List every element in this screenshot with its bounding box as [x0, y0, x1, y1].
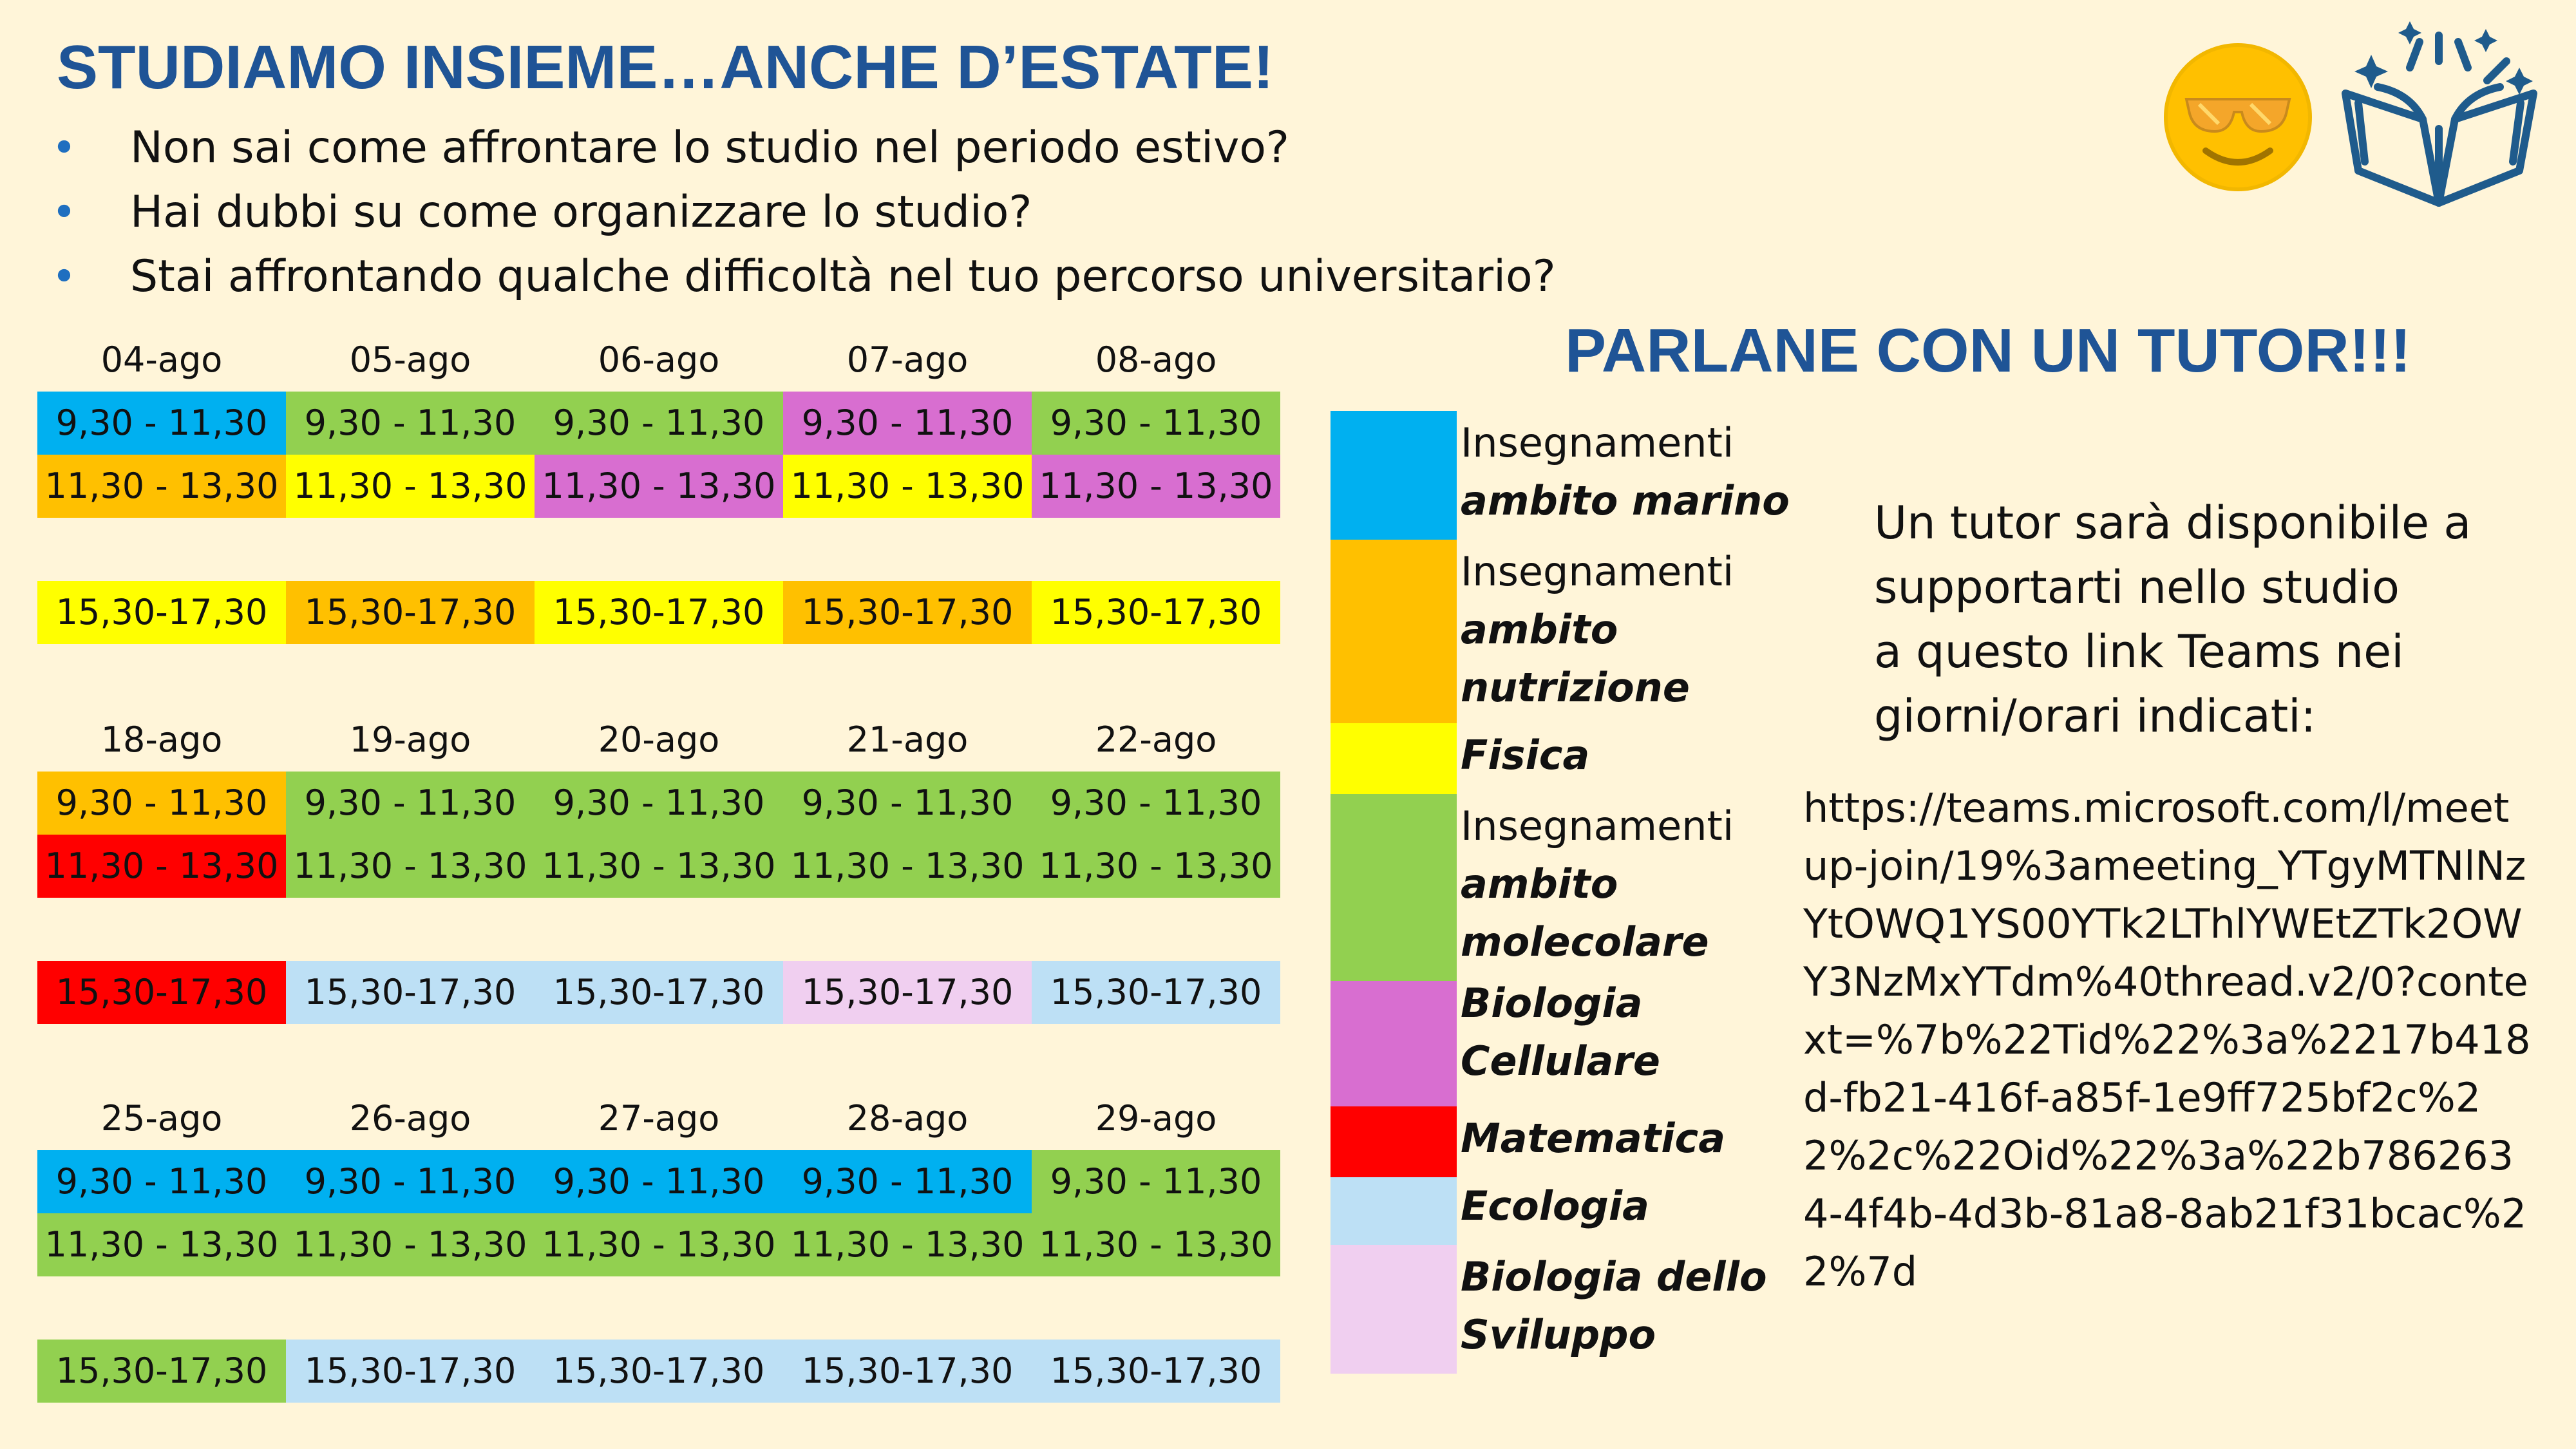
time-slot-cell: 15,30-17,30 [535, 1340, 783, 1403]
time-slot-cell: 11,30 - 13,30 [37, 455, 286, 518]
legend-label-line: ambito [1461, 606, 1618, 653]
date-label: 07-ago [846, 339, 969, 380]
date-header-row [37, 1087, 1280, 1150]
time-slot-cell: 11,30 - 13,30 [783, 835, 1032, 898]
date-label: 05-ago [349, 339, 471, 380]
question-item: • Non sai come affrontare lo studio nel periodo estivo? [52, 116, 1556, 180]
time-slot-cell: 9,30 - 11,30 [535, 1150, 783, 1213]
time-slot-cell: 11,30 - 13,30 [783, 1213, 1032, 1276]
time-slot-cell: 11,30 - 13,30 [286, 835, 535, 898]
date-label: 18-ago [100, 719, 223, 760]
legend-label-line: Biologia [1461, 980, 1643, 1027]
legend-label-line: Sviluppo [1461, 1311, 1656, 1358]
sunglasses-smiley-icon [2161, 40, 2315, 194]
time-slot-row [37, 1150, 1280, 1213]
legend-label [1461, 726, 1589, 784]
date-header-row [37, 708, 1280, 772]
time-slot-cell: 9,30 - 11,30 [783, 1150, 1032, 1213]
time-slot-cell: 9,30 - 11,30 [37, 1150, 286, 1213]
time-slot-cell: 15,30-17,30 [1032, 581, 1280, 644]
legend-label [1461, 543, 1734, 717]
date-label: 29-ago [1095, 1098, 1217, 1139]
date-label: 28-ago [846, 1098, 969, 1139]
date-label: 25-ago [100, 1098, 223, 1139]
time-slot-row [37, 772, 1280, 835]
time-slot-row [37, 961, 1280, 1024]
time-slot-cell: 9,30 - 11,30 [783, 772, 1032, 835]
teams-link[interactable]: https://teams.microsoft.com/l/meetup-join/19%3ameeting_YTgyMTNlNzYtOWQ1YS00YTk2LThlYWEtZTk2OWY3NzMxYTdm%40thread.v2/0?context=%7b%22Tid%22%3a%2217b418d-fb21-416f-a85f-1e9ff725bf2c%22%2c%22Oid%22%3a%22b7862634-4f4b-4d3b-81a8-8ab21f31bcac%22%7d [1803, 784, 2531, 1295]
date-label: 20-ago [598, 719, 720, 760]
legend-label-line: Biologia dello [1461, 1253, 1767, 1300]
legend-swatch [1331, 981, 1457, 1106]
time-slot-row [37, 455, 1280, 518]
bullet-icon: • [52, 187, 77, 237]
time-slot-cell: 9,30 - 11,30 [37, 392, 286, 455]
open-book-icon [2333, 16, 2545, 216]
time-slot-cell: 15,30-17,30 [37, 961, 286, 1024]
time-slot-row [37, 392, 1280, 455]
time-slot-row [37, 835, 1280, 898]
legend-label [1461, 1177, 1649, 1235]
date-label: 06-ago [598, 339, 720, 380]
time-slot-cell: 9,30 - 11,30 [286, 392, 535, 455]
time-slot-cell: 15,30-17,30 [286, 961, 535, 1024]
time-slot-row [37, 581, 1280, 644]
question-item: • Stai affrontando qualche difficoltà nel tuo percorso universitario? [52, 245, 1556, 309]
time-slot-cell: 9,30 - 11,30 [535, 772, 783, 835]
time-slot-cell: 11,30 - 13,30 [1032, 835, 1280, 898]
date-label: 21-ago [846, 719, 969, 760]
legend-label-line: Fisica [1461, 732, 1590, 779]
call-to-action-heading: PARLANE CON UN TUTOR!!! [1565, 316, 2411, 385]
legend-label-line: ambito marino [1461, 477, 1790, 524]
time-slot-cell: 15,30-17,30 [286, 1340, 535, 1403]
time-slot-cell: 9,30 - 11,30 [1032, 772, 1280, 835]
bullet-icon: • [52, 123, 77, 173]
legend-swatch [1331, 1177, 1457, 1245]
availability-text: Un tutor sarà disponibile a supportarti nello studio a questo link Teams nei giorni/orari indicati: [1874, 497, 2472, 743]
time-slot-cell: 11,30 - 13,30 [1032, 455, 1280, 518]
date-label: 26-ago [349, 1098, 471, 1139]
legend-label-line: molecolare [1461, 918, 1709, 965]
time-slot-cell: 9,30 - 11,30 [286, 1150, 535, 1213]
time-slot-cell: 15,30-17,30 [37, 1340, 286, 1403]
date-header-row [37, 328, 1280, 392]
time-slot-cell: 15,30-17,30 [1032, 1340, 1280, 1403]
time-slot-cell: 11,30 - 13,30 [783, 455, 1032, 518]
legend-label-line: Ecologia [1461, 1182, 1650, 1229]
legend-label-line: Insegnamenti [1461, 419, 1734, 466]
time-slot-cell: 11,30 - 13,30 [535, 835, 783, 898]
legend-label-line: Insegnamenti [1461, 802, 1734, 849]
question-item: • Hai dubbi su come organizzare lo studio? [52, 180, 1556, 245]
legend-label [1461, 797, 1734, 971]
legend-label-line: ambito [1461, 860, 1618, 907]
time-slot-cell: 11,30 - 13,30 [37, 835, 286, 898]
time-slot-cell: 11,30 - 13,30 [286, 1213, 535, 1276]
time-slot-cell: 11,30 - 13,30 [1032, 1213, 1280, 1276]
time-slot-cell: 15,30-17,30 [783, 961, 1032, 1024]
date-label: 08-ago [1095, 339, 1217, 380]
time-slot-cell: 9,30 - 11,30 [535, 392, 783, 455]
time-slot-cell: 15,30-17,30 [535, 581, 783, 644]
legend-label-line: Cellulare [1461, 1037, 1660, 1084]
time-slot-cell: 15,30-17,30 [535, 961, 783, 1024]
date-label: 04-ago [100, 339, 223, 380]
legend-swatch [1331, 1106, 1457, 1177]
time-slot-cell: 15,30-17,30 [783, 1340, 1032, 1403]
legend-label [1461, 1110, 1725, 1168]
legend-swatch [1331, 540, 1457, 723]
date-label: 27-ago [598, 1098, 720, 1139]
time-slot-cell: 11,30 - 13,30 [535, 455, 783, 518]
date-label: 22-ago [1095, 719, 1217, 760]
legend-label [1461, 414, 1790, 530]
time-slot-cell: 9,30 - 11,30 [783, 392, 1032, 455]
legend-swatch [1331, 723, 1457, 794]
time-slot-cell: 9,30 - 11,30 [1032, 1150, 1280, 1213]
time-slot-cell: 15,30-17,30 [783, 581, 1032, 644]
time-slot-cell: 15,30-17,30 [1032, 961, 1280, 1024]
date-label: 19-ago [349, 719, 471, 760]
time-slot-cell: 9,30 - 11,30 [286, 772, 535, 835]
time-slot-cell: 9,30 - 11,30 [37, 772, 286, 835]
legend-swatch [1331, 411, 1457, 540]
legend-label [1461, 974, 1660, 1090]
time-slot-cell: 11,30 - 13,30 [535, 1213, 783, 1276]
time-slot-cell: 15,30-17,30 [37, 581, 286, 644]
time-slot-cell: 11,30 - 13,30 [286, 455, 535, 518]
question-list [52, 116, 1556, 309]
time-slot-cell: 9,30 - 11,30 [1032, 392, 1280, 455]
time-slot-cell: 11,30 - 13,30 [37, 1213, 286, 1276]
legend-label-line: Insegnamenti [1461, 548, 1734, 595]
legend-label-line: nutrizione [1461, 664, 1690, 711]
page-title: STUDIAMO INSIEME…ANCHE D’ESTATE! [57, 33, 1274, 102]
time-slot-row [37, 1213, 1280, 1276]
time-slot-row [37, 1340, 1280, 1403]
legend-label [1461, 1248, 1767, 1364]
legend-swatch [1331, 1245, 1457, 1374]
legend-label-line: Matematica [1461, 1115, 1726, 1162]
legend-swatch [1331, 794, 1457, 981]
time-slot-cell: 15,30-17,30 [286, 581, 535, 644]
bullet-icon: • [52, 252, 77, 301]
